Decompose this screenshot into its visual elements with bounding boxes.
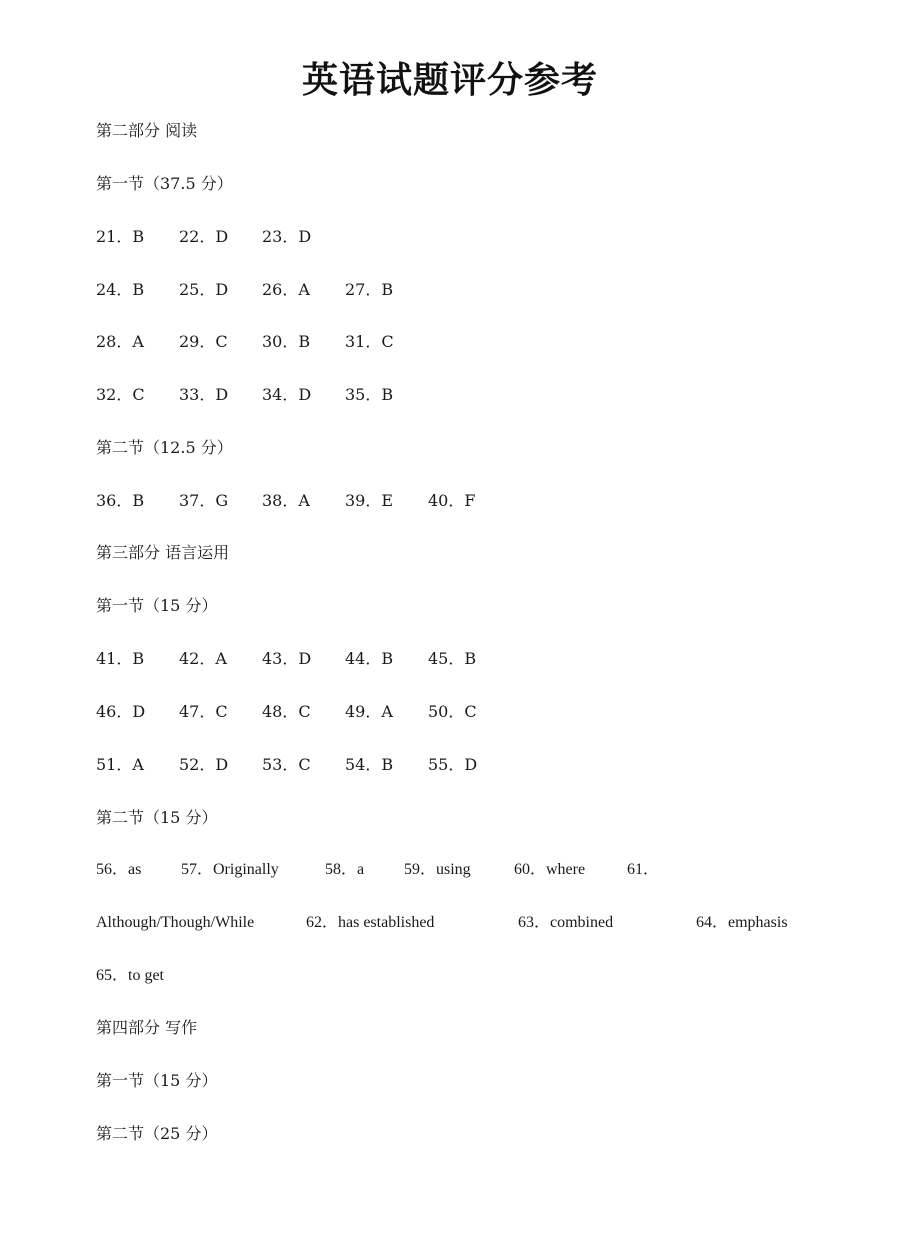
answer-item: 44．B: [345, 649, 394, 668]
answer-item: 49．A: [345, 702, 393, 721]
answer-item: 58．a: [325, 861, 365, 878]
part2-sec1-heading: 第一节（37.5 分）: [96, 174, 233, 193]
part4-heading: 第四部分 写作: [96, 1018, 198, 1037]
answer-item: 27．B: [345, 280, 394, 299]
part2-sec2-heading: 第二节（12.5 分）: [96, 438, 233, 457]
answer-item: 40．F: [428, 491, 476, 510]
answer-item: 42．A: [179, 649, 227, 668]
answer-item: 54．B: [345, 755, 394, 774]
answer-item: 50．C: [428, 702, 477, 721]
answer-item: 36．B: [96, 491, 145, 510]
answer-item: 25．D: [179, 280, 229, 299]
answer-item: 35．B: [345, 385, 394, 404]
answer-item: Although/Though/While: [96, 914, 255, 931]
answer-item: 26．A: [262, 280, 310, 299]
answer-item: 61．: [627, 861, 660, 878]
answer-item: 43．D: [262, 649, 312, 668]
answer-item: 28．A: [96, 332, 144, 351]
answer-item: 41．B: [96, 649, 145, 668]
answer-item: 33．D: [179, 385, 229, 404]
answer-item: 57．Originally: [181, 861, 279, 878]
page-title: 英语试题评分参考: [301, 60, 598, 101]
answer-item: 65．to get: [96, 967, 164, 984]
part3-sec2-heading: 第二节（15 分）: [96, 808, 218, 827]
answer-item: 22．D: [179, 227, 229, 246]
answer-item: 23．D: [262, 227, 312, 246]
answer-item: 59．using: [404, 861, 471, 878]
part3-sec1-heading: 第一节（15 分）: [96, 596, 218, 615]
answer-item: 24．B: [96, 280, 145, 299]
answer-item: 53．C: [262, 755, 311, 774]
part4-sec1-heading: 第一节（15 分）: [96, 1071, 218, 1090]
answer-item: 46．D: [96, 702, 146, 721]
answer-item: 63．combined: [518, 914, 614, 931]
answer-item: 32．C: [96, 385, 145, 404]
part4-sec2-heading: 第二节（25 分）: [96, 1124, 218, 1143]
answer-item: 31．C: [345, 332, 394, 351]
answer-item: 48．C: [262, 702, 311, 721]
answer-item: 37．G: [179, 491, 229, 510]
answer-item: 52．D: [179, 755, 229, 774]
answer-item: 64．emphasis: [696, 914, 788, 931]
answer-item: 30．B: [262, 332, 311, 351]
answer-item: 45．B: [428, 649, 477, 668]
answer-item: 55．D: [428, 755, 478, 774]
part2-heading: 第二部分 阅读: [96, 121, 198, 140]
answer-item: 38．A: [262, 491, 310, 510]
answer-item: 34．D: [262, 385, 312, 404]
answer-item: 62．has established: [306, 914, 435, 931]
answer-item: 60．where: [514, 861, 586, 878]
answer-item: 29．C: [179, 332, 228, 351]
part3-heading: 第三部分 语言运用: [96, 543, 230, 562]
answer-item: 47．C: [179, 702, 228, 721]
answer-item: 51．A: [96, 755, 144, 774]
answer-item: 56．as: [96, 861, 142, 878]
answer-item: 21．B: [96, 227, 145, 246]
answer-item: 39．E: [345, 491, 394, 510]
